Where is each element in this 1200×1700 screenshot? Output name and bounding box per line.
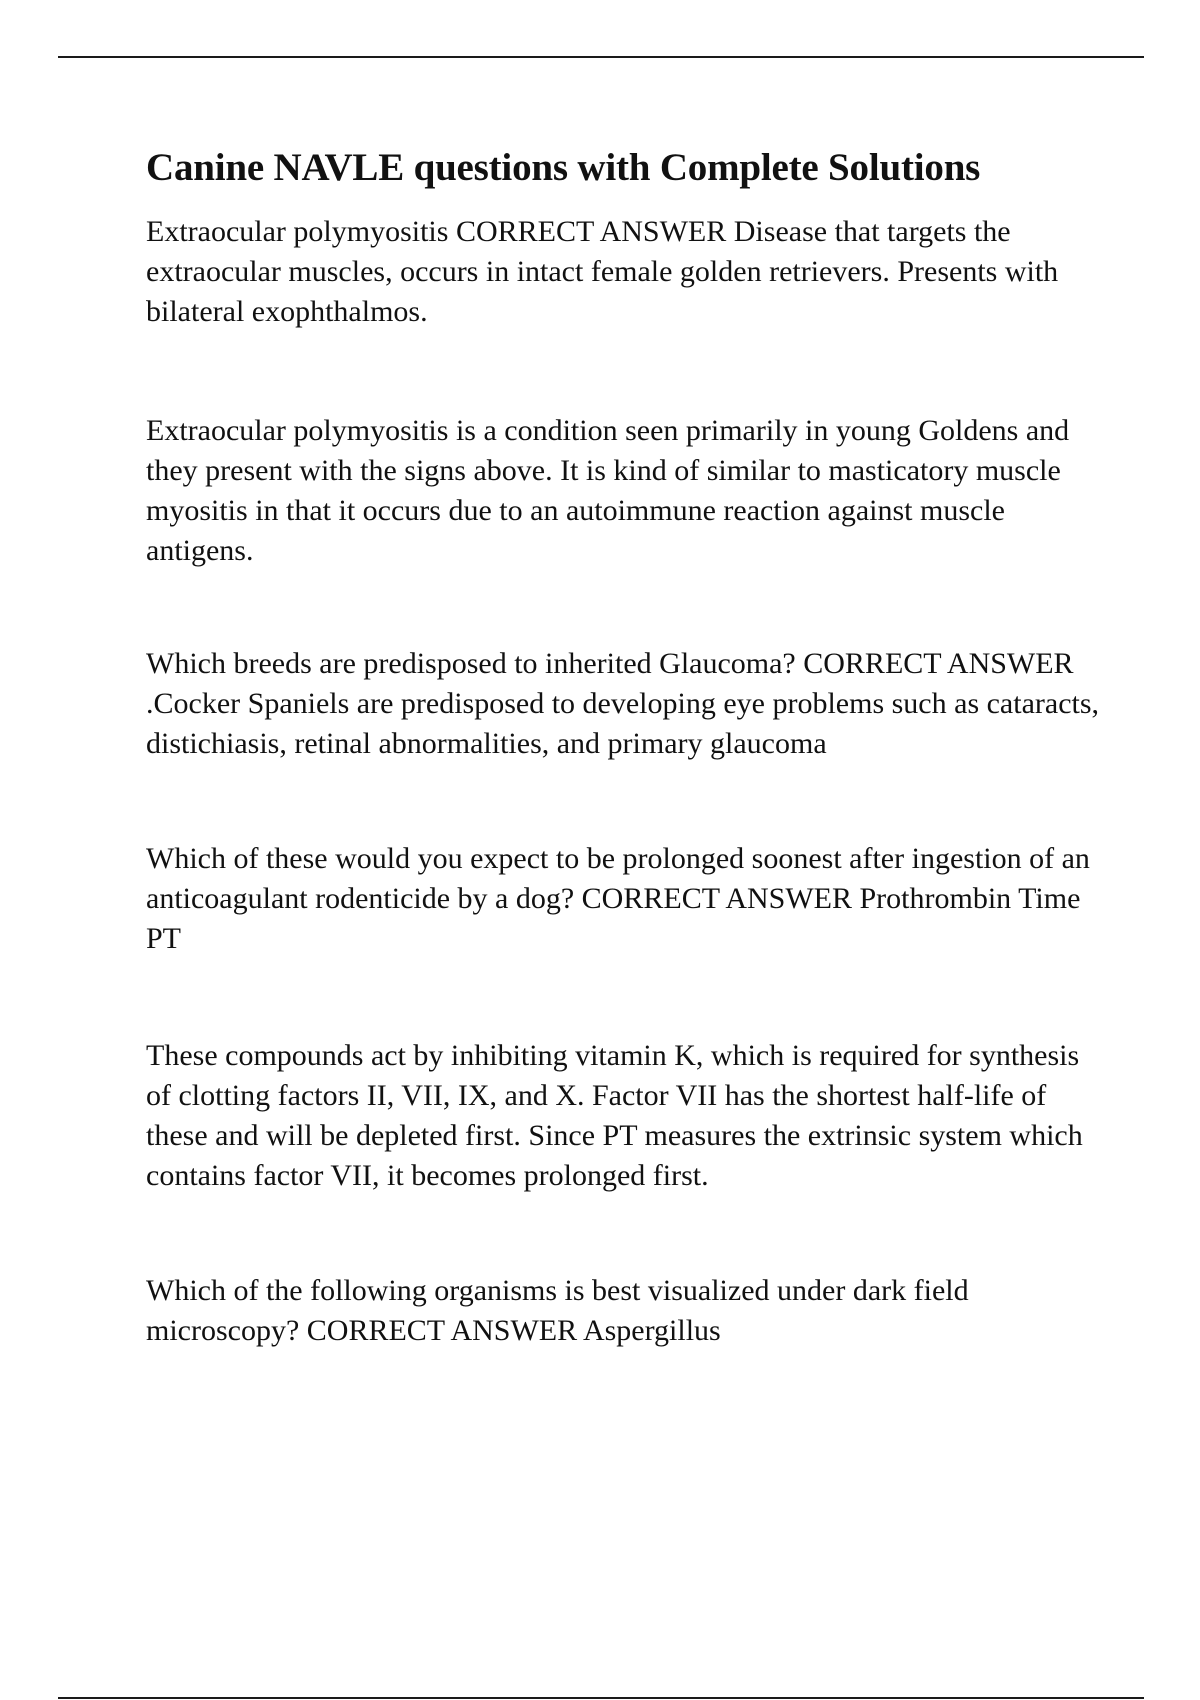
- footer-rule: [58, 1697, 1144, 1699]
- paragraph-dark-field-question: Which of the following organisms is best visualized under dark field microscopy? CORRECT ANSWER Aspergillus: [146, 1274, 969, 1347]
- document-title: Canine NAVLE questions with Complete Solutions: [146, 146, 981, 189]
- paragraph-glaucoma-question: Which breeds are predisposed to inherited Glaucoma? CORRECT ANSWER .Cocker Spaniels are predisposed to developing eye problems such as cataracts, distichiasis, retinal abnormalities, and primary glaucoma: [146, 647, 1100, 760]
- paragraph-rodenticide-question: Which of these would you expect to be prolonged soonest after ingestion of an anticoagulant rodenticide by a dog? CORRECT ANSWER Prothrombin Time PT: [146, 842, 1090, 955]
- paragraph-extraocular-answer: Extraocular polymyositis CORRECT ANSWER Disease that targets the extraocular muscles, occurs in intact female golden retrievers. Presents with bilateral exophthalmos.: [146, 215, 1059, 328]
- paragraph-vitamin-k-explanation: These compounds act by inhibiting vitamin K, which is required for synthesis of clotting factors II, VII, IX, and X. Factor VII has the shortest half-life of these and will be depleted first. Since PT measures the extrinsic system which contains factor VII, it becomes prolonged first.: [146, 1039, 1083, 1192]
- header-rule: [58, 56, 1144, 58]
- paragraph-extraocular-explanation: Extraocular polymyositis is a condition seen primarily in young Goldens and they present with the signs above. It is kind of similar to masticatory muscle myositis in that it occurs due to an autoimmune reaction against muscle antigens.: [146, 414, 1070, 567]
- document-body: [146, 142, 1101, 1351]
